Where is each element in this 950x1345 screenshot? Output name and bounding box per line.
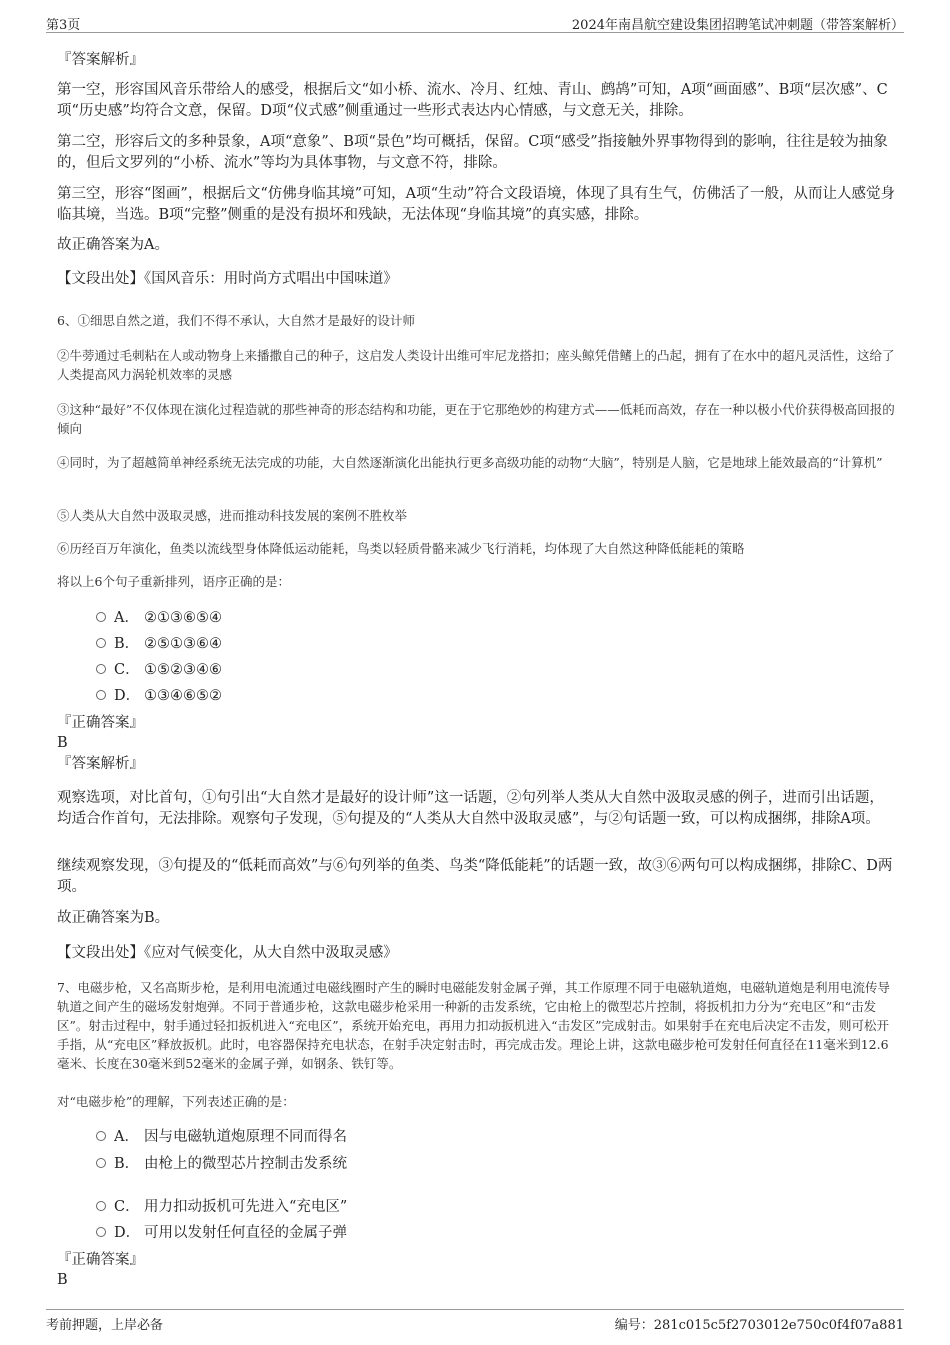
- radio-icon[interactable]: [96, 638, 106, 648]
- radio-icon[interactable]: [96, 612, 106, 622]
- q6-answer-label: 『正确答案』: [57, 715, 144, 731]
- q7-answer-label: 『正确答案』: [57, 1252, 144, 1268]
- radio-icon[interactable]: [96, 1201, 106, 1211]
- footer-code: 编号：281c015c5f2703012e750c0f4f07a881: [614, 1318, 904, 1333]
- q6-option-d[interactable]: D． ①③④⑥⑤②: [96, 686, 222, 706]
- q7-answer: B: [57, 1272, 68, 1288]
- q7-option-d[interactable]: D． 可用以发射任何直径的金属子弹: [96, 1223, 347, 1243]
- radio-icon[interactable]: [96, 1227, 106, 1237]
- radio-icon[interactable]: [96, 1131, 106, 1141]
- q7-option-b[interactable]: B． 由枪上的微型芯片控制击发系统: [96, 1154, 347, 1174]
- page-header: [46, 12, 904, 33]
- q7-option-c[interactable]: C． 用力扣动扳机可先进入“充电区”: [96, 1197, 347, 1217]
- q5-analysis-p3: 第三空，形容“图画”，根据后文“仿佛身临其境”可知，A项“生动”符合文段语境，体现了具有生气，仿佛活了一般，从而让人感觉身临其境，当选。B项“完整”侧重的是没有损坏和残缺，无法体现“身临其境”的真实感，排除。: [57, 186, 895, 223]
- q6-sentence-5: ⑤人类从大自然中汲取灵感，进而推动科技发展的案例不胜枚举: [57, 508, 408, 523]
- document-title: 2024年南昌航空建设集团招聘笔试冲刺题（带答案解析）: [571, 18, 904, 33]
- q6-option-a[interactable]: A． ②①③⑥⑤④: [96, 608, 222, 628]
- q6-sentence-3: ③这种“最好”不仅体现在演化过程造就的那些神奇的形态结构和功能，更在于它那绝妙的构建方式——低耗而高效，存在一种以极小代价获得极高回报的倾向: [57, 402, 895, 436]
- q5-conclusion: 故正确答案为A。: [57, 237, 169, 253]
- radio-icon[interactable]: [96, 1158, 106, 1168]
- q6-analysis-label: 『答案解析』: [57, 756, 144, 772]
- q7-prompt: 对“电磁步枪”的理解，下列表述正确的是：: [57, 1094, 295, 1109]
- q6-analysis-p2: 继续观察发现，③句提及的“低耗而高效”与⑥句列举的鱼类、鸟类“降低能耗”的话题一致，故③⑥两句可以构成捆绑，排除C、D两项。: [57, 858, 893, 895]
- q6-option-b[interactable]: B． ②⑤①③⑥④: [96, 634, 222, 654]
- page-number: 第3页: [46, 18, 81, 33]
- q6-option-c[interactable]: C． ①⑤②③④⑥: [96, 660, 222, 680]
- page-footer: [46, 1309, 904, 1332]
- radio-icon[interactable]: [96, 690, 106, 700]
- q6-source: 【文段出处】《应对气候变化，从大自然中汲取灵感》: [57, 945, 398, 961]
- q7-stem: 7、电磁步枪，又名高斯步枪，是利用电流通过电磁线圈时产生的瞬时电磁能发射金属子弹，其工作原理不同于电磁轨道炮，电磁轨道炮是利用电流传导轨道之间产生的磁场发射炮弹。不同于普通步枪，这款电磁步枪采用一种新的击发系统，它由枪上的微型芯片控制，将扳机扣力分为“充电区”和“击发区”。射击过程中，射手通过轻扣扳机进入“充电区”，系统开始充电，再用力扣动扳机进入“击发区”完成射击。如果射手在充电后决定不击发，则可松开手指，从“充电区”释放扳机。此时，电容器保持充电状态，在射手决定射击时，再完成击发。理论上讲，这款电磁步枪可发射任何直径在11毫米到12.6毫米、长度在30毫米到52毫米的金属子弹，如钢条、铁钉等。: [57, 980, 890, 1071]
- q5-analysis-p1: 第一空，形容国风音乐带给人的感受，根据后文“如小桥、流水、冷月、红烛、青山、鹧鸪”可知，A项“画面感”、B项“层次感”、C项“历史感”均符合文意，保留。D项“仪式感”侧重通过一些形式表达内心情感，与文意无关，排除。: [57, 82, 888, 119]
- q6-sentence-4: ④同时，为了超越简单神经系统无法完成的功能，大自然逐渐演化出能执行更多高级功能的动物“大脑”，特别是人脑，它是地球上能效最高的“计算机”: [57, 455, 883, 470]
- q6-sentence-2: ②牛蒡通过毛刺粘在人或动物身上来播撒自己的种子，这启发人类设计出维可牢尼龙搭扣；座头鲸凭借鳍上的凸起，拥有了在水中的超凡灵活性，这给了人类提高风力涡轮机效率的灵感: [57, 348, 895, 382]
- q6-prompt: 将以上6个句子重新排列，语序正确的是：: [57, 574, 290, 589]
- q5-source: 【文段出处】《国风音乐：用时尚方式唱出中国味道》: [57, 271, 398, 287]
- footer-note: 考前押题，上岸必备: [46, 1318, 164, 1333]
- q5-analysis-label: 『答案解析』: [57, 52, 144, 68]
- q6-sentence-6: ⑥历经百万年演化，鱼类以流线型身体降低运动能耗，鸟类以轻质骨骼来减少飞行消耗，均体现了大自然这种降低能耗的策略: [57, 541, 745, 556]
- q5-analysis-p2: 第二空，形容后文的多种景象，A项“意象”、B项“景色”均可概括，保留。C项“感受”指接触外界事物得到的影响，往往是较为抽象的，但后文罗列的“小桥、流水”等均为具体事物，与文意不符，排除。: [57, 134, 888, 171]
- q6-analysis-p1: 观察选项，对比首句，①句引出“大自然才是最好的设计师”这一话题，②句列举人类从大自然中汲取灵感的例子，进而引出话题，均适合作首句，无法排除。观察句子发现，⑤句提及的“人类从大自然中汲取灵感”，与②句话题一致，可以构成捆绑，排除A项。: [57, 790, 884, 827]
- q6-sentence-1: 6、①细思自然之道，我们不得不承认，大自然才是最好的设计师: [57, 313, 415, 328]
- q6-answer: B: [57, 735, 68, 751]
- q7-option-a[interactable]: A． 因与电磁轨道炮原理不同而得名: [96, 1127, 347, 1147]
- radio-icon[interactable]: [96, 664, 106, 674]
- q6-conclusion: 故正确答案为B。: [57, 910, 170, 926]
